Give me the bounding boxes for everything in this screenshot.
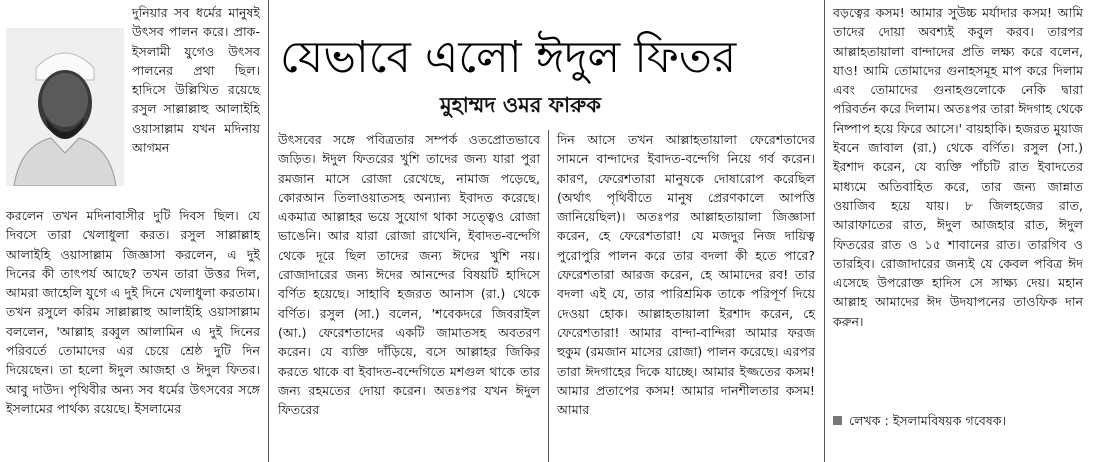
column-4: বড়ত্বের কসম! আমার সুউচ্চ মর্যাদার কসম! আমি তাদের দোয়া অবশ্যই কবুল করব। তারপর আল্লাহতায়ালা বান্দাদের প্রতি লক্ষ্য করে বলেন, যাও! আমি তোমাদের গুনাহসমূহ মাপ করে দিলাম এবং তোমাদের গুনাহগুলোকে নেকি দ্বারা পরিবর্তন করে দিলাম। অতঃপর তারা ঈদগাহ থেকে নিষ্পাপ হয়ে ফিরে আসে।' বায়হাকি। হজরত মুয়াজ ইবনে জাবাল (রা.) থেকে বর্ণিত। রসুল (সা.) ইরশাদ করেন, যে ব্যক্তি পাঁচটি রাত ইবাদতের মাধ্যমে অতিবাহিত করে, তার জন্য জান্নাত ওয়াজিব হয়ে যায়। ৮ জিলহজের রাত, আরাফাতের রাত, ঈদুল আজহার রাত, ঈদুল ফিতরের রাত ও ১৫ শাবানের রাত। তারগিব ও তারহিব। রোজাদারের জন্যই যে কেবল পবিত্র ঈদ এসেছে উপরোক্ত হাদিস সে সাক্ষ্য দেয়। মহান আল্লাহ আমাদের ঈদ উদযাপনের তাওফিক দান করুন।	[833, 5, 1083, 329]
column-divider	[268, 0, 269, 462]
author-note-text: লেখক : ইসলামবিষয়ক গবেষক।	[849, 413, 1007, 428]
author-photo	[6, 28, 124, 186]
bullet-square-icon	[833, 416, 842, 425]
column-3: দিন আসে তখন আল্লাহতায়ালা ফেরেশতাদের সামনে বান্দাদের ইবাদত-বন্দেগি নিয়ে গর্ব করেন। কারণ, ফেরেশতারা মানুষকে দোষারোপ করেছিল (অর্থাৎ পৃথিবীতে মানুষ প্রেরণকালে আপত্তি জানিয়েছিল)। অতঃপর আল্লাহতায়ালা জিজ্ঞাসা করেন, হে ফেরেশতারা! যে মজদুর নিজ দায়িত্ব পুরোপুরি পালন করে তার বদলা কী হতে পারে? ফেরেশতারা আরজ করেন, হে আমাদের রব! তার বদলা এই যে, তার পারিশ্রমিক তাকে পরিপূর্ণ দিয়ে দেওয়া হোক। আল্লাহতায়ালা ইরশাদ করেন, হে ফেরেশতারা! আমার বান্দা-বান্দিরা আমার ফরজ হুকুম (রমজান মাসের রোজা) পালন করেছে। এরপর তারা ঈদগাহের দিকে যাচ্ছে। আমার ইজ্জতের কসম! আমার প্রতাপের কসম! আমার দানশীলতার কসম! আমার	[557, 132, 815, 418]
column-1-top: দুনিয়ার সব ধর্মের মানুষই উৎসব পালন করে। প্রাক-ইসলামী যুগেও উৎসব পালনের প্রথা ছিল। হাদিসে উল্লিখিত রয়েছে রসুল সাল্লাল্লাহু আলাইহি ওয়াসাল্লাম যখন মদিনায় আগমন	[132, 5, 260, 156]
author-portrait-icon	[6, 28, 124, 186]
article-byline: মুহাম্মদ ওমর ফারুক	[440, 93, 601, 117]
author-note	[833, 410, 1073, 432]
column-divider	[824, 0, 825, 462]
column-divider	[548, 130, 549, 462]
article-title: যেভাবে এলো ঈদুল ফিতর	[280, 32, 737, 83]
column-1-bottom: করলেন তখন মদিনাবাসীর দুটি দিবস ছিল। যে দিবসে তারা খেলাধুলা করত। রসুল সাল্লাল্লাহ আলাইহি ওয়াসাল্লাম জিজ্ঞাসা করলেন, এ দুই দিনের কী তাৎপর্য আছে? তখন তারা উত্তর দিল, আমরা জাহেলি যুগে এ দুই দিনে খেলাধুলা করতাম। তখন রসুলে করিম সাল্লাল্লাহু আলাইহি ওয়াসাল্লাম বললেন, 'আল্লাহ রব্বুল আলামিন এ দুই দিনের পরিবর্তে তোমাদের এর চেয়ে শ্রেষ্ঠ দুটি দিন দিয়েছেন। তা হলো ঈদুল আজহা ও ঈদুল ফিতর। আবু দাউদ। পৃথিবীর অন্য সব ধর্মের উৎসবের সঙ্গে ইসলামের পার্থক্য রয়েছে। ইসলামের	[6, 208, 260, 416]
column-2: উৎসবের সঙ্গে পবিত্রতার সম্পর্ক ওতপ্রোতভাবে জড়িত। ঈদুল ফিতরের খুশি তাদের জন্য যারা পুরা রমজান মাসে রোজা রেখেছে, নামাজ পড়েছে, কোরআন তিলাওয়াতসহ অন্যান্য ইবাদত করেছে। একমাত্র আল্লাহর ভয়ে সুযোগ থাকা সত্ত্বেও রোজা ভাঙেনি। আর যারা রোজা রাখেনি, ইবাদত-বন্দেগি থেকে দূরে ছিল তাদের জন্য ঈদের খুশি নয়। রোজাদারের জন্য ঈদের আনন্দের বিষয়টি হাদিসে বর্ণিত হয়েছে। সাহাবি হজরত আনাস (রা.) থেকে বর্ণিত। রসুল (সা.) বলেন, 'শবেকদরে জিবরাইল (আ.) ফেরেশতাদের একটি জামাতসহ অবতরণ করেন। যে ব্যক্তি দাঁড়িয়ে, বসে আল্লাহর জিকির করতে থাকে বা ইবাদত-বন্দেগিতে মশগুল থাকে তার জন্য রহমতের দোয়া করেন। অতঃপর যখন ঈদুল ফিতরের	[278, 132, 540, 418]
